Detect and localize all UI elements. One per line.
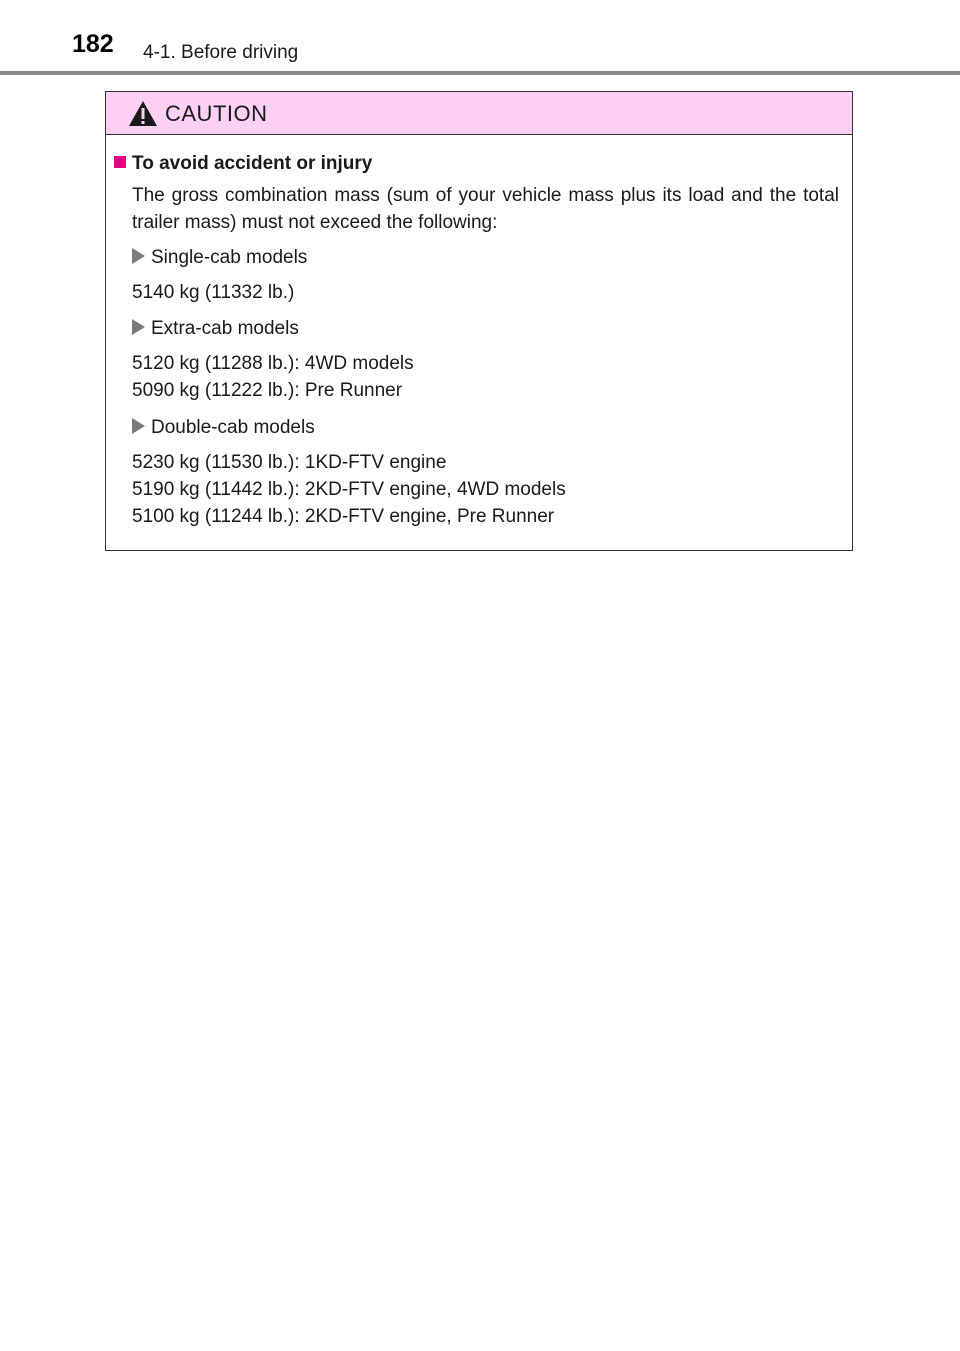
list-heading-extra-cab: Extra-cab models: [132, 318, 299, 340]
triangle-bullet-icon: [132, 319, 145, 335]
spec-line: 5230 kg (11530 lb.): 1KD-FTV engine: [132, 452, 447, 473]
square-bullet-icon: [114, 156, 126, 168]
caution-subhead: [114, 153, 372, 175]
list-heading-double-cab: Double-cab models: [132, 417, 315, 439]
spec-line: 5100 kg (11244 lb.): 2KD-FTV engine, Pre Runner: [132, 506, 555, 527]
intro-paragraph: The gross combination mass (sum of your vehicle mass plus its load and the total trailer mass) must not exceed the following:: [132, 185, 839, 233]
header-rule: [0, 71, 960, 75]
section-title: 4-1. Before driving: [143, 42, 299, 63]
warning-triangle-icon: [128, 100, 158, 127]
page-header: [0, 0, 960, 78]
subhead-text: To avoid accident or injury: [132, 153, 373, 174]
spec-line: 5120 kg (11288 lb.): 4WD models: [132, 353, 414, 374]
spec-line: 5140 kg (11332 lb.): [132, 282, 295, 303]
caution-label: CAUTION: [165, 101, 268, 126]
spec-line: 5190 kg (11442 lb.): 2KD-FTV engine, 4WD models: [132, 479, 566, 500]
caution-box: [105, 91, 853, 551]
list-heading-single-cab: Single-cab models: [132, 247, 307, 269]
triangle-bullet-icon: [132, 248, 145, 264]
page-number: 182: [72, 30, 114, 58]
caution-header: [106, 92, 852, 135]
spec-line: 5090 kg (11222 lb.): Pre Runner: [132, 380, 403, 401]
triangle-bullet-icon: [132, 418, 145, 434]
